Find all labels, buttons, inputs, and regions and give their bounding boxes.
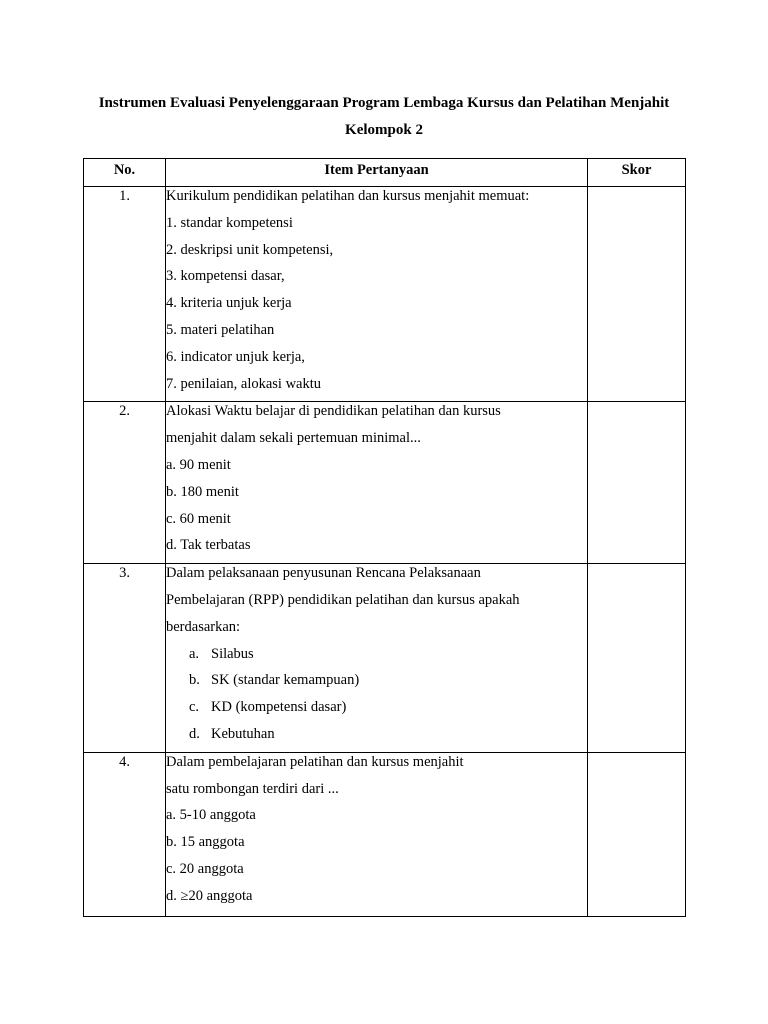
evaluation-table — [83, 158, 686, 917]
option-text: Kebutuhan — [211, 725, 275, 742]
question-line: 3. kompetensi dasar, — [166, 268, 285, 285]
answer-option — [166, 721, 587, 748]
question-line: 1. standar kompetensi — [166, 214, 293, 231]
answer-option: d. Tak terbatas — [166, 537, 251, 554]
answer-option — [166, 641, 587, 668]
table-row — [84, 564, 686, 753]
question-line: 5. materi pelatihan — [166, 321, 275, 338]
score-cell[interactable] — [588, 402, 686, 564]
option-marker: c. — [189, 699, 200, 716]
header-no: No. — [84, 159, 166, 187]
option-marker: b. — [189, 672, 200, 689]
question-line: 2. deskripsi unit kompetensi, — [166, 241, 334, 258]
question-text: Alokasi Waktu belajar di pendidikan pelatihan dan kursus — [166, 403, 501, 420]
option-text: Silabus — [211, 645, 254, 662]
answer-option: c. 60 menit — [166, 510, 231, 527]
score-cell[interactable] — [588, 752, 686, 916]
row-number: 3. — [84, 564, 166, 753]
question-cell — [166, 752, 588, 916]
option-marker: a. — [189, 645, 200, 662]
option-text: KD (kompetensi dasar) — [211, 699, 347, 716]
question-text: menjahit dalam sekali pertemuan minimal... — [166, 430, 421, 447]
score-cell[interactable] — [588, 564, 686, 753]
question-text: satu rombongan terdiri dari ... — [166, 780, 339, 797]
option-text: SK (standar kemampuan) — [211, 672, 360, 689]
option-marker: d. — [189, 725, 200, 742]
answer-option: d. ≥20 anggota — [166, 887, 253, 904]
document-subtitle: Kelompok 2 — [345, 122, 423, 138]
question-line: 4. kriteria unjuk kerja — [166, 295, 292, 312]
question-text: Kurikulum pendidikan pelatihan dan kursus menjahit memuat: — [166, 188, 530, 204]
document-title: Instrumen Evaluasi Penyelenggaraan Program Lembaga Kursus dan Pelatihan Menjahit — [98, 95, 670, 111]
table-row — [84, 187, 686, 402]
answer-option: a. 90 menit — [166, 456, 231, 473]
answer-option — [166, 694, 587, 721]
answer-option — [166, 667, 587, 694]
question-text: Dalam pembelajaran pelatihan dan kursus menjahit — [166, 753, 464, 770]
header-item: Item Pertanyaan — [166, 159, 588, 187]
row-number: 4. — [84, 752, 166, 916]
question-text: Dalam pelaksanaan penyusunan Rencana Pelaksanaan — [166, 565, 481, 582]
answer-option: a. 5-10 anggota — [166, 807, 256, 824]
question-line: 7. penilaian, alokasi waktu — [166, 375, 322, 392]
question-cell — [166, 402, 588, 564]
table-row — [84, 752, 686, 916]
document-header — [84, 90, 684, 144]
question-text: berdasarkan: — [166, 618, 241, 635]
answer-option: b. 180 menit — [166, 483, 239, 500]
answer-option: b. 15 anggota — [166, 834, 245, 851]
row-number: 2. — [84, 402, 166, 564]
question-cell — [166, 187, 588, 402]
question-line: 6. indicator unjuk kerja, — [166, 348, 305, 365]
question-text: Pembelajaran (RPP) pendidikan pelatihan dan kursus apakah — [166, 591, 520, 608]
question-cell — [166, 564, 588, 753]
header-skor: Skor — [588, 159, 686, 187]
row-number: 1. — [84, 187, 166, 402]
answer-option: c. 20 anggota — [166, 860, 244, 877]
table-row — [84, 402, 686, 564]
score-cell[interactable] — [588, 187, 686, 402]
